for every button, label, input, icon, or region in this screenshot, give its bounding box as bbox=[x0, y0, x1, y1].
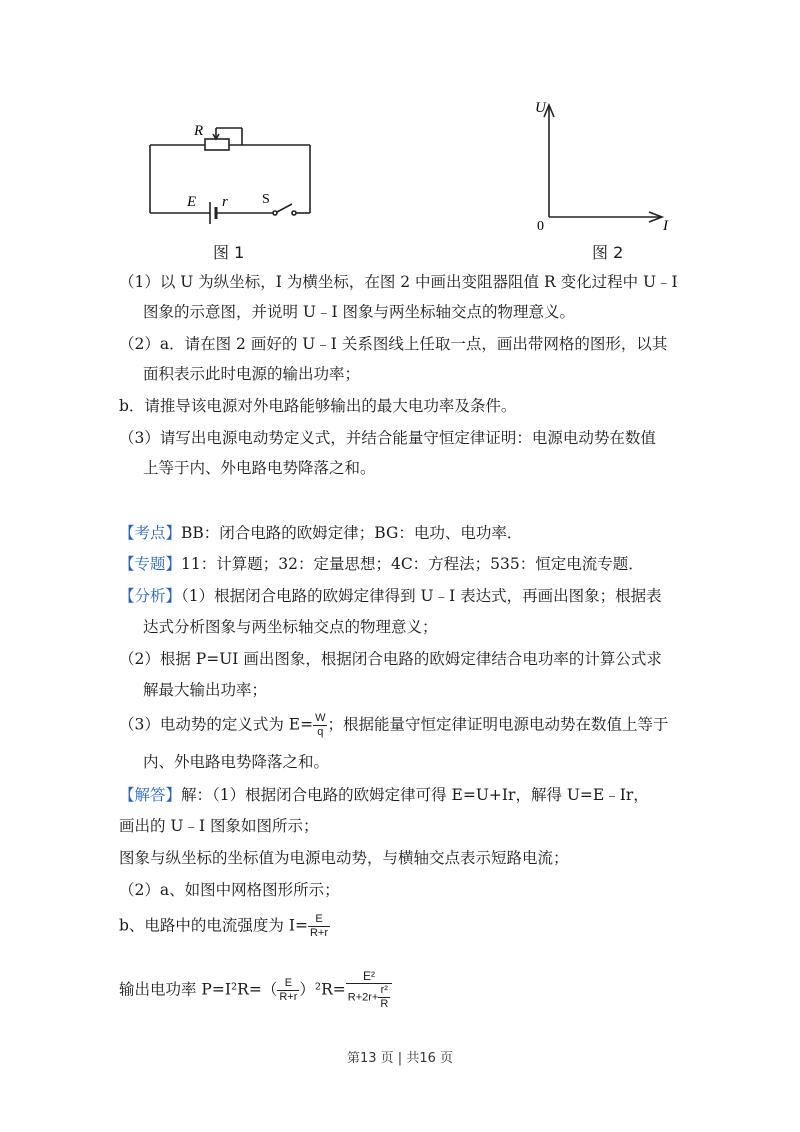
jieda-line5 bbox=[119, 913, 330, 940]
fenxi-3a-pre: （3）电动势的定义式为 E= bbox=[119, 715, 314, 734]
s6-pre: 输出电功率 P=I²R=（ bbox=[119, 980, 278, 999]
figure-1-caption: 图 1 bbox=[213, 243, 245, 262]
q2-line2: 面积表示此时电源的输出功率； bbox=[143, 365, 361, 383]
zhuanti-line bbox=[119, 554, 644, 574]
fenxi-line4: 解最大输出功率； bbox=[143, 681, 268, 699]
axis-x-label: I bbox=[663, 218, 668, 234]
jieda-line4: （2）a、如图中网格图形所示； bbox=[119, 881, 340, 899]
q1-line1: （1）以 U 为纵坐标，I 为横坐标，在图 2 中画出变阻器阻值 R 变化过程中 U﹣I bbox=[119, 273, 678, 291]
frac-den: R bbox=[380, 998, 389, 1010]
jieda-s1: 解：（1）根据闭合电路的欧姆定律可得 E=U+Ir，解得 U=E﹣Ir， bbox=[181, 786, 649, 804]
fraction-E-over-Rr-2 bbox=[277, 977, 299, 1004]
figure-2-caption: 图 2 bbox=[592, 243, 624, 262]
frac-den: R+r bbox=[309, 927, 328, 939]
fenxi-1a: （1）根据闭合电路的欧姆定律得到 U﹣I 表达式，再画出图象；根据表 bbox=[181, 587, 662, 605]
label-E: E bbox=[187, 194, 197, 210]
kaodian-tag: 【考点】 bbox=[119, 524, 182, 542]
fenxi-line1 bbox=[119, 586, 662, 606]
frac-num: E bbox=[277, 977, 299, 991]
q1-line2: 图象的示意图，并说明 U﹣I 图象与两坐标轴交点的物理意义。 bbox=[143, 303, 576, 321]
page-footer: 第13 页 | 共16 页 bbox=[347, 1051, 453, 1066]
s5-pre: b、电路中的电流强度为 I= bbox=[119, 916, 308, 935]
label-R: R bbox=[194, 123, 204, 139]
q3-line1: （3）请写出电源电动势定义式，并结合能量守恒定律证明：电源电动势在数值 bbox=[119, 429, 656, 447]
fenxi-3a-post: ；根据能量守恒定律证明电源电动势在数值上等于 bbox=[327, 715, 669, 734]
fenxi-line6: 内、外电路电势降落之和。 bbox=[143, 753, 330, 771]
q2-line1: （2）a．请在图 2 画好的 U﹣I 关系图线上任取一点，画出带网格的图形，以其 bbox=[119, 335, 668, 353]
zhuanti-tag: 【专题】 bbox=[119, 555, 182, 573]
jieda-line2: 画出的 U﹣I 图象如图所示； bbox=[119, 817, 319, 835]
jieda-line3: 图象与纵坐标的坐标值为电源电动势，与横轴交点表示短路电流； bbox=[119, 849, 569, 867]
jieda-line6 bbox=[119, 970, 392, 1011]
frac-den: q bbox=[317, 726, 324, 738]
origin-label: 0 bbox=[537, 219, 544, 234]
kaodian-text: BB：闭合电路的欧姆定律；BG：电功、电功率． bbox=[181, 524, 523, 542]
q3-line2: 上等于内、外电路电势降落之和。 bbox=[143, 459, 376, 477]
figure-2-axes bbox=[525, 95, 685, 235]
fraction-E2-over-denominator bbox=[346, 970, 393, 1011]
fraction-W-over-q bbox=[313, 712, 327, 739]
label-r: r bbox=[222, 194, 228, 210]
fenxi-line5 bbox=[119, 712, 669, 739]
frac-den-compound bbox=[346, 984, 393, 1011]
label-S: S bbox=[262, 192, 270, 207]
q2b-line: b．请推导该电源对外电路能够输出的最大电功率及条件。 bbox=[119, 397, 517, 415]
jieda-line1 bbox=[119, 785, 649, 805]
axis-y-label: U bbox=[535, 100, 546, 116]
fraction-E-over-Rr bbox=[308, 913, 330, 940]
fenxi-line2: 达式分析图象与两坐标轴交点的物理意义； bbox=[143, 618, 438, 636]
fenxi-line3: （2）根据 P=UI 画出图象，根据闭合电路的欧姆定律结合电功率的计算公式求 bbox=[119, 650, 662, 668]
figure-1-circuit bbox=[130, 118, 330, 228]
frac-num: W bbox=[315, 712, 326, 724]
zhuanti-text: 11：计算题；32：定量思想；4C：方程法；535：恒定电流专题． bbox=[181, 555, 644, 573]
s6-mid: ）²R= bbox=[299, 980, 346, 999]
fenxi-tag: 【分析】 bbox=[119, 587, 182, 605]
frac-num: E bbox=[308, 913, 330, 927]
fraction-r2-over-R bbox=[378, 984, 390, 1011]
den-part: R+2r+ bbox=[347, 991, 379, 1004]
frac-num: E² bbox=[346, 970, 393, 984]
frac-den: R+r bbox=[279, 991, 298, 1003]
jieda-tag: 【解答】 bbox=[119, 786, 182, 804]
kaodian-line bbox=[119, 523, 522, 543]
frac-num: r² bbox=[378, 984, 390, 998]
